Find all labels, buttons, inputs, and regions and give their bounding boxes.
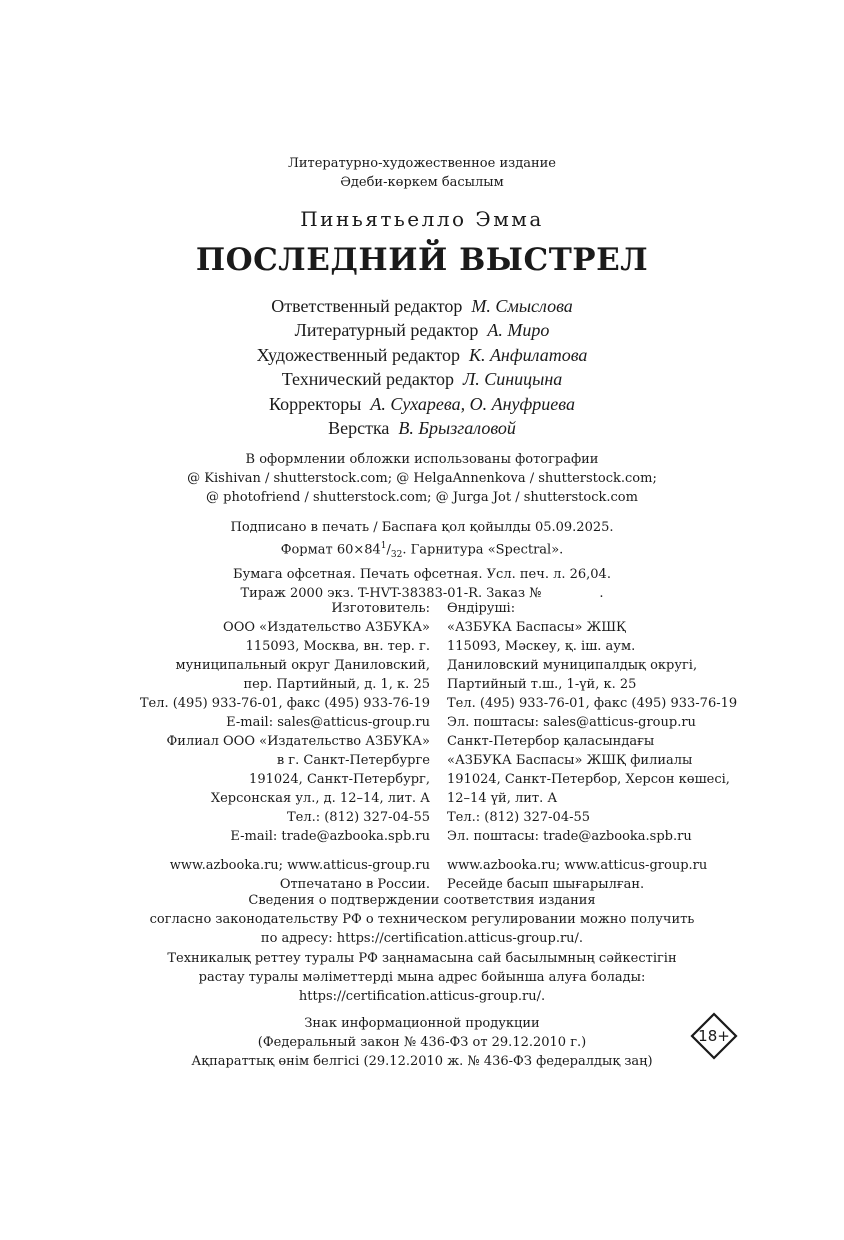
credit-line <box>0 367 844 391</box>
imprint-line: «АЗБУКА Баспасы» ЖШҚ <box>447 620 627 635</box>
imprint-line: Филиал ООО «Издательство АЗБУКА» <box>166 734 430 749</box>
imprint-line: «АЗБУКА Баспасы» ЖШҚ филиалы <box>447 753 693 768</box>
photo-credit-line: В оформлении обложки использованы фотографии <box>245 452 599 467</box>
credit-name: А. Сухарева, О. Ануфриева <box>370 393 575 414</box>
imprint-line: ООО «Издательство АЗБУКА» <box>223 620 430 635</box>
format-suffix: . Гарнитура «Spectral». <box>402 542 564 558</box>
imprint-line: в г. Санкт-Петербурге <box>276 753 430 768</box>
format-prefix: Формат 60×84 <box>280 542 381 558</box>
signed-line: Подписано в печать / Баспаға қол қойылды 05.09.2025. <box>230 520 614 535</box>
imprint-line: E-mail: trade@azbooka.spb.ru <box>230 829 430 844</box>
certification-line: растау туралы мәліметтерді мына адрес бойынша алуға болады: <box>198 970 646 985</box>
imprint-line: Эл. поштасы: trade@azbooka.spb.ru <box>447 829 692 844</box>
certification-line: согласно законодательству РФ о техническом регулировании можно получить <box>149 912 695 927</box>
credit-name: Л. Синицына <box>463 369 563 390</box>
certification-line: https://certification.atticus-group.ru/. <box>298 989 546 1004</box>
spacer <box>447 846 737 856</box>
credit-role: Технический редактор <box>281 369 455 390</box>
photo-credit-line: @ Kishivan / shutterstock.com; @ HelgaAnnenkova / shutterstock.com; <box>187 471 657 486</box>
credits-block <box>0 294 844 440</box>
credit-line <box>0 392 844 416</box>
imprint-line: Тел. (495) 933-76-01, факс (495) 933-76-19 <box>447 696 738 711</box>
paper-line: Бумага офсетная. Печать офсетная. Усл. печ. л. 26,04. <box>233 566 611 582</box>
author-name: Пиньятьелло Эмма <box>300 207 544 231</box>
age-rating: 18+ <box>698 1027 730 1045</box>
credit-line <box>0 294 844 318</box>
credit-role: Литературный редактор <box>294 320 479 341</box>
imprint-line: 115093, Мәскеу, қ. іш. аум. <box>447 639 636 654</box>
imprint-line: Тел. (495) 933-76-01, факс (495) 933-76-19 <box>139 696 430 711</box>
imprint-line: Даниловский муниципалдық округі, <box>447 658 698 673</box>
photo-credit-line: @ photofriend / shutterstock.com; @ Jurga Jot / shutterstock.com <box>206 490 638 505</box>
imprint-line: www.azbooka.ru; www.atticus-group.ru <box>447 858 708 873</box>
certification-line: по адресу: https://certification.atticus-group.ru/. <box>260 931 584 946</box>
format-numerator: 1 <box>380 541 387 551</box>
certification-ru <box>0 891 844 948</box>
genre-ru: Литературно-художественное издание <box>288 156 556 171</box>
credit-line <box>0 343 844 367</box>
credit-line <box>0 318 844 342</box>
certification-line: Сведения о подтверждении соответствия издания <box>248 893 596 908</box>
photo-credits <box>0 450 844 507</box>
imprint-line: E-mail: sales@atticus-group.ru <box>226 715 430 730</box>
credit-name: А. Миро <box>487 320 550 341</box>
imprint-line: муниципальный округ Даниловский, <box>175 658 430 673</box>
imprint-line: Партийный т.ш., 1-үй, к. 25 <box>447 677 637 692</box>
credit-name: В. Брызгаловой <box>398 418 516 439</box>
imprint-line: Тел.: (812) 327-04-55 <box>286 810 430 825</box>
spacer <box>140 846 430 856</box>
imprint-line: Тел.: (812) 327-04-55 <box>447 810 591 825</box>
imprint-line: 191024, Санкт-Петербор, Херсон көшесі, <box>447 772 730 787</box>
format-line: Формат $60\times 84^1/_{32}$. Гарнитура «Spectral». <box>280 541 564 560</box>
imprint-line: 191024, Санкт-Петербург, <box>249 772 430 787</box>
imprint-line: 115093, Москва, вн. тер. г. <box>245 639 430 654</box>
credit-role: Художественный редактор <box>256 344 460 365</box>
credit-line <box>0 416 844 440</box>
credit-role: Ответственный редактор <box>271 296 463 316</box>
imprint-line: Санкт-Петербор қаласындағы <box>447 734 655 749</box>
sign-line: Ақпараттық өнім белгісі (29.12.2010 ж. № 436-ФЗ федералдық заң) <box>191 1054 653 1069</box>
imprint-line: 12–14 үй, лит. А <box>447 791 558 806</box>
imprint-right-column <box>447 599 737 894</box>
certification-line: Техникалық реттеу туралы РФ заңнамасына сай басылымның сәйкестігін <box>167 951 677 966</box>
sign-line: Знак информационной продукции <box>304 1016 540 1031</box>
imprint-line: Ресейде басып шығарылған. <box>447 877 645 892</box>
certification-kk <box>0 949 844 1006</box>
sign-line: (Федеральный закон № 436-ФЗ от 29.12.2010 г.) <box>257 1035 587 1050</box>
credit-role: Верстка <box>328 418 390 439</box>
imprint-line: www.azbooka.ru; www.atticus-group.ru <box>169 858 430 873</box>
imprint-line: Эл. поштасы: sales@atticus-group.ru <box>447 715 696 730</box>
genre-block <box>0 154 844 192</box>
imprint-left-column <box>140 599 430 894</box>
imprint-line: Изготовитель: <box>331 601 430 616</box>
imprint-line: Отпечатано в России. <box>279 877 430 892</box>
credit-name: М. Смыслова <box>471 296 573 316</box>
credit-role: Корректоры <box>269 393 362 414</box>
genre-kk: Әдеби-көркем басылым <box>340 175 504 190</box>
book-title: ПОСЛЕДНИЙ ВЫСТРЕЛ <box>195 242 649 278</box>
credit-name: К. Анфилатова <box>468 344 588 365</box>
run-line: Тираж 2000 экз. T-HVT-38383-01-R. Заказ № . <box>240 585 604 601</box>
imprint-line: Өндіруші: <box>447 601 516 616</box>
imprint-line: пер. Партийный, д. 1, к. 25 <box>243 677 430 692</box>
format-denominator: 32 <box>390 549 403 560</box>
print-details <box>0 518 844 603</box>
imprint-line: Херсонская ул., д. 12–14, лит. А <box>210 791 430 806</box>
